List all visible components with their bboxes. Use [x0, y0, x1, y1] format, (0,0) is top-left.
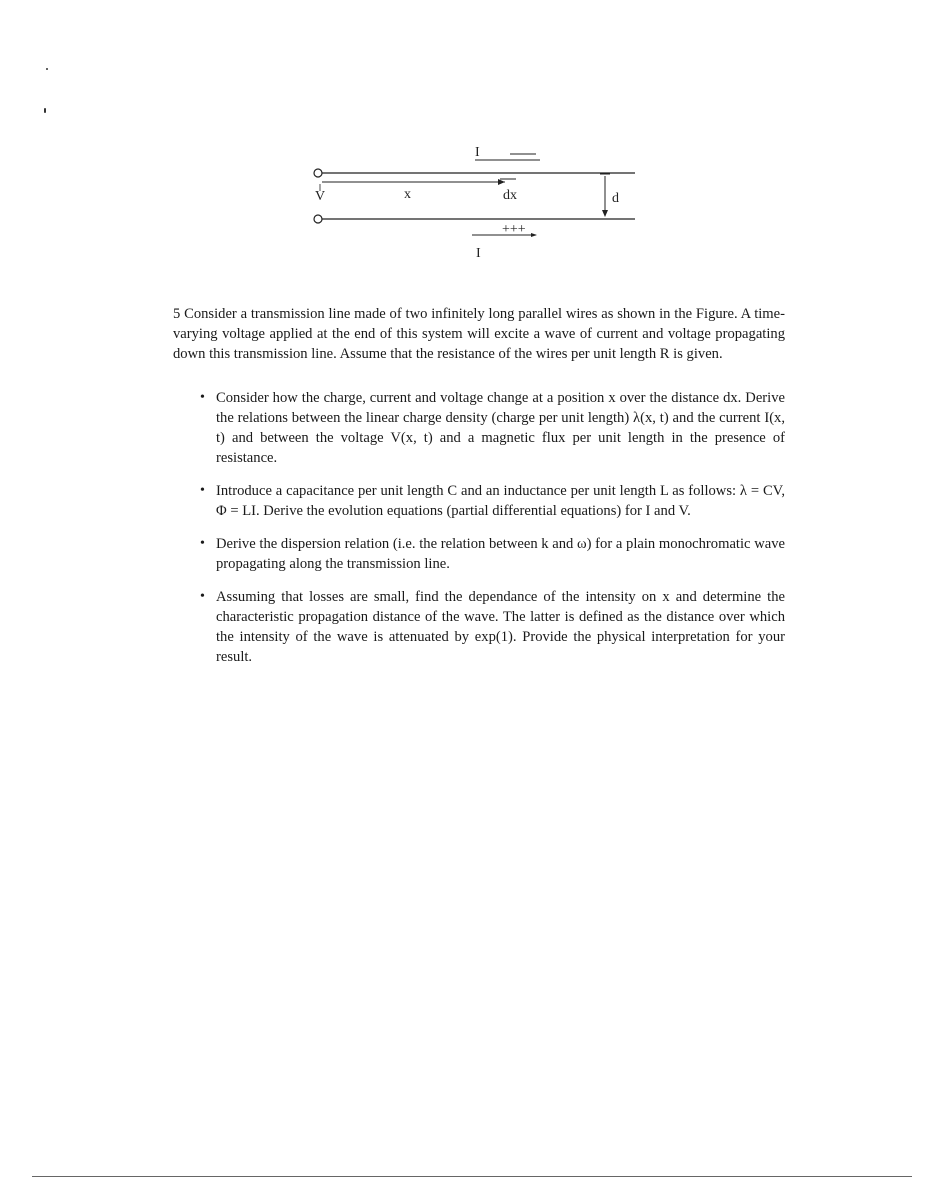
- problem-part-text: Introduce a capacitance per unit length C and an inductance per unit length L as follows: λ = CV, Φ = LI. Derive the evolution equations (partial differential equations) for I and V.: [216, 483, 785, 519]
- scan-speck: [46, 68, 48, 70]
- bottom-terminal: [314, 215, 322, 223]
- problem-part-text: Assuming that losses are small, find the dependance of the intensity on x and determine the characteristic propagation distance of the wave. The latter is defined as the distance over which the intensity of the wave is attenuated by exp(1). Provide the physical interpretation for your result.: [216, 589, 785, 665]
- voltage-label: V: [315, 189, 326, 204]
- separation-label: d: [612, 191, 619, 206]
- current-bottom-label: I: [476, 246, 481, 261]
- problem-part: [173, 534, 785, 574]
- problem-part: [173, 481, 785, 521]
- problem-part-text: Derive the dispersion relation (i.e. the relation between k and ω) for a plain monochromatic wave propagating along the transmission line.: [216, 536, 785, 572]
- problem-parts: [173, 388, 785, 667]
- problem-part: [173, 587, 785, 667]
- problem-statement: [173, 304, 785, 680]
- page-bottom-rule: [32, 1176, 912, 1177]
- charges-label: +++: [502, 222, 526, 237]
- scan-speck: [44, 108, 46, 113]
- problem-part: [173, 388, 785, 468]
- current-top-label: I: [475, 145, 480, 160]
- bullet-marker: •: [200, 390, 205, 405]
- problem-intro: 5 Consider a transmission line made of two infinitely long parallel wires as shown in the Figure. A time-varying voltage applied at the end of this system will excite a wave of current and voltage propagating down this transmission line. Assume that the resistance of the wires per unit length R is given.: [173, 306, 785, 362]
- transmission-line-figure: [300, 140, 650, 265]
- bullet-marker: •: [200, 536, 205, 551]
- bullet-marker: •: [200, 589, 205, 604]
- problem-part-text: Consider how the charge, current and voltage change at a position x over the distance dx. Derive the relations between the linear charge density (charge per unit length) λ(x, t) and the current I(x, t) and between the voltage V(x, t) and a magnetic flux per unit length in the presence of resistance.: [216, 390, 785, 466]
- top-terminal: [314, 169, 322, 177]
- position-label: x: [404, 187, 411, 202]
- element-label: dx: [503, 188, 517, 203]
- bullet-marker: •: [200, 483, 205, 498]
